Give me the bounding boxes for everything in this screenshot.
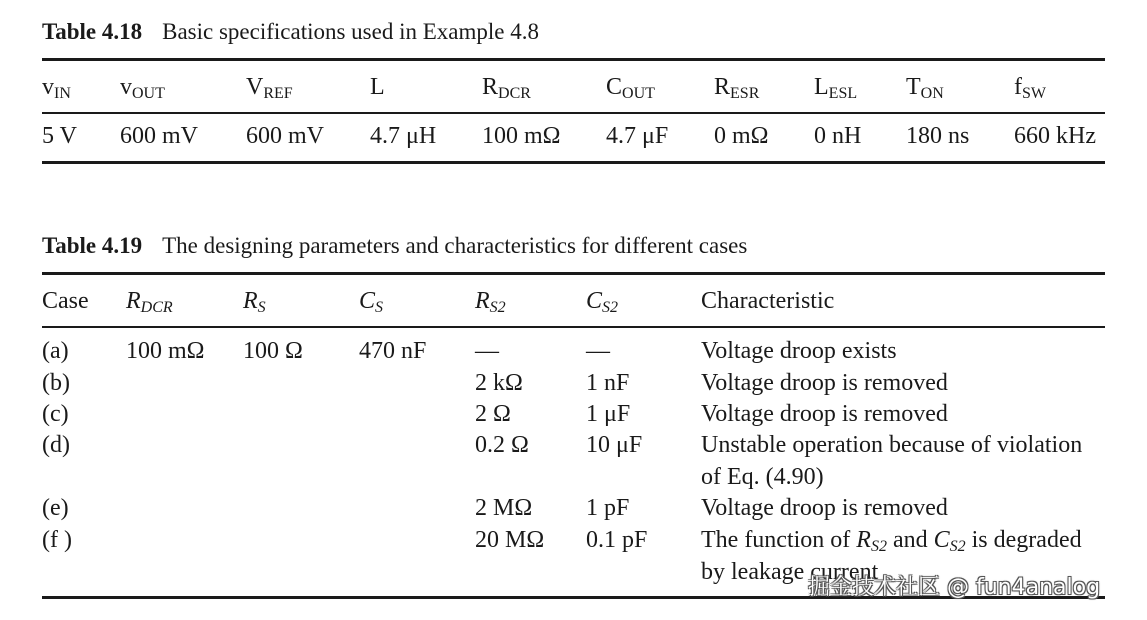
header-cell: $v_{IN}$: [42, 74, 71, 102]
value-cell: 100 mΩ: [482, 123, 561, 149]
value-cell: 0 nH: [814, 123, 862, 149]
cell-rs2: 2 kΩ: [475, 370, 523, 396]
value-cell: 660 kHz: [1014, 123, 1096, 149]
value-cell: 5 V: [42, 123, 77, 149]
watermark: 掘金技术社区 @ fun4analog: [808, 575, 1101, 600]
table-4-19-caption: [42, 233, 747, 259]
table-title: The designing parameters and characteristics for different cases: [162, 233, 748, 258]
header-cell: $L_{ESL}$: [814, 74, 858, 102]
header-cell: $R_{ESR}$: [714, 74, 760, 102]
header-cell: $R_{DCR}$: [126, 288, 173, 316]
cell-case: (b): [42, 370, 70, 396]
header-cell: $C_S$: [359, 288, 384, 316]
header-cell: $T_{ON}$: [906, 74, 944, 102]
cell-case: (e): [42, 495, 69, 521]
header-rule: [42, 112, 1105, 114]
cell-rdcr: 100 mΩ: [126, 338, 205, 364]
header-cell: $R_{DCR}$: [482, 74, 531, 102]
cell-characteristic: Voltage droop is removed: [701, 495, 948, 521]
table-label: Table 4.18: [42, 19, 143, 44]
header-cell: $R_S$: [243, 288, 266, 316]
header-cell: $R_{S2}$: [475, 288, 506, 316]
top-rule: [42, 272, 1105, 275]
value-cell: 600 mV: [120, 123, 198, 149]
table-4-18-caption: [42, 19, 539, 45]
header-rule: [42, 326, 1105, 328]
table-title: Basic specifications used in Example 4.8: [162, 19, 539, 44]
header-cell: $f_{SW}$: [1014, 74, 1046, 102]
header-cell: L: [370, 74, 385, 100]
cell-cs2: 1 nF: [586, 370, 630, 396]
cell-rs2: 2 Ω: [475, 401, 511, 427]
value-cell: 4.7 μF: [606, 123, 669, 149]
cell-characteristic: of Eq. (4.90): [701, 463, 824, 490]
cell-cs2: —: [586, 338, 610, 364]
value-cell: 0 mΩ: [714, 123, 769, 149]
cell-cs2: 1 μF: [586, 401, 631, 427]
header-cell: $C_{S2}$: [586, 288, 619, 316]
bottom-rule: [42, 161, 1105, 164]
cell-characteristic: Voltage droop exists: [701, 338, 897, 364]
cell-characteristic: Unstable operation because of violation: [701, 432, 1083, 458]
cell-cs2: 0.1 pF: [586, 527, 648, 553]
header-cell: Case: [42, 288, 89, 314]
value-cell: 600 mV: [246, 123, 324, 149]
cell-characteristic: Voltage droop is removed: [701, 370, 948, 396]
header-cell: Characteristic: [701, 288, 835, 314]
cell-rs2: 0.2 Ω: [475, 432, 529, 458]
header-cell: $C_{OUT}$: [606, 74, 655, 102]
cell-rs: 100 Ω: [243, 338, 303, 364]
cell-case: (f ): [42, 527, 72, 553]
header-cell: $v_{OUT}$: [120, 74, 165, 102]
header-cell: $V_{REF}$: [246, 74, 293, 102]
cell-case: (a): [42, 338, 69, 364]
cell-rs2: 20 MΩ: [475, 527, 545, 553]
top-rule: [42, 58, 1105, 61]
cell-case: (c): [42, 401, 69, 427]
cell-rs2: —: [475, 338, 499, 364]
cell-cs2: 10 μF: [586, 432, 643, 458]
cell-cs: 470 nF: [359, 338, 427, 364]
value-cell: 4.7 μH: [370, 123, 437, 149]
cell-cs2: 1 pF: [586, 495, 630, 521]
cell-case: (d): [42, 432, 70, 458]
value-cell: 180 ns: [906, 123, 970, 149]
cell-characteristic: The function of $R_{S2}$ and $C_{S2}$ is degraded: [701, 527, 1082, 555]
cell-characteristic: by leakage current: [701, 558, 879, 585]
cell-characteristic: Voltage droop is removed: [701, 401, 948, 427]
table-label: Table 4.19: [42, 233, 143, 258]
cell-rs2: 2 MΩ: [475, 495, 533, 521]
